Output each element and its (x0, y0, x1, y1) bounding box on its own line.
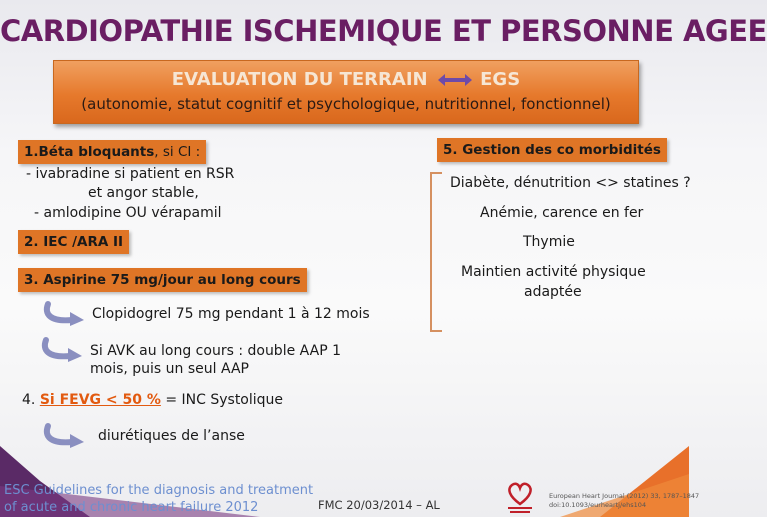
evaluation-box (53, 60, 639, 124)
double-arrow-icon (438, 74, 472, 86)
comorbidite-item-2: Anémie, carence en fer (480, 205, 644, 221)
evaluation-subtitle: (autonomie, statut cognitif et psychologique, nutritionnel, fonctionnel) (81, 95, 611, 113)
curved-arrow-icon (40, 336, 84, 362)
clopidogrel-text: Clopidogrel 75 mg pendant 1 à 12 mois (92, 306, 370, 322)
footer-date: FMC 20/03/2014 – AL (318, 498, 440, 512)
curved-arrow-icon (42, 300, 86, 326)
curved-arrow-icon (42, 422, 86, 448)
comorbidites-bracket (430, 172, 442, 332)
heart-logo-icon (505, 480, 535, 514)
fevg-line (22, 392, 283, 408)
beta-item-3: - amlodipine OU vérapamil (34, 205, 222, 221)
evaluation-title-left: EVALUATION DU TERRAIN (171, 69, 428, 90)
evaluation-title (54, 69, 638, 90)
esc-reference-line1: ESC Guidelines for the diagnosis and treatment (4, 483, 314, 498)
comorbidite-item-4: Maintien activité physique (461, 264, 646, 280)
ehj-reference (549, 492, 699, 510)
comorbidite-item-3: Thymie (523, 234, 575, 250)
slide-title: CARDIOPATHIE ISCHEMIQUE ET PERSONNE AGEE (0, 14, 767, 48)
ehj-reference-line1: European Heart Journal (2012) 33, 1787–1847 (549, 492, 700, 500)
fevg-highlight: Si FEVG < 50 % (39, 392, 161, 408)
aspirine-tag: 3. Aspirine 75 mg/jour au long cours (18, 268, 307, 292)
esc-reference (4, 482, 313, 516)
iec-ara-tag: 2. IEC /ARA II (18, 230, 129, 254)
comorbidite-item-5: adaptée (524, 284, 582, 300)
comorbidite-item-1: Diabète, dénutrition <> statines ? (450, 175, 691, 191)
beta-bloquants-label: 1.Béta bloquants (24, 144, 155, 160)
ehj-reference-line2: doi:10.1093/eurheartj/ehs104 (549, 501, 647, 509)
beta-item-2: et angor stable, (88, 185, 199, 201)
esc-reference-line2: of acute and chronic heart failure 2012 (4, 500, 259, 515)
beta-bloquants-suffix: , si CI : (154, 144, 201, 160)
fevg-prefix: 4. (22, 392, 40, 408)
avk-text-line1: Si AVK au long cours : double AAP 1 (90, 343, 341, 359)
fevg-suffix: = INC Systolique (160, 392, 284, 408)
beta-item-1: - ivabradine si patient en RSR (26, 166, 235, 182)
diuretiques-text: diurétiques de l’anse (98, 428, 245, 444)
beta-bloquants-tag (18, 140, 206, 164)
comorbidites-tag: 5. Gestion des co morbidités (437, 138, 667, 162)
evaluation-title-right: EGS (480, 69, 521, 90)
avk-text-line2: mois, puis un seul AAP (90, 361, 249, 377)
